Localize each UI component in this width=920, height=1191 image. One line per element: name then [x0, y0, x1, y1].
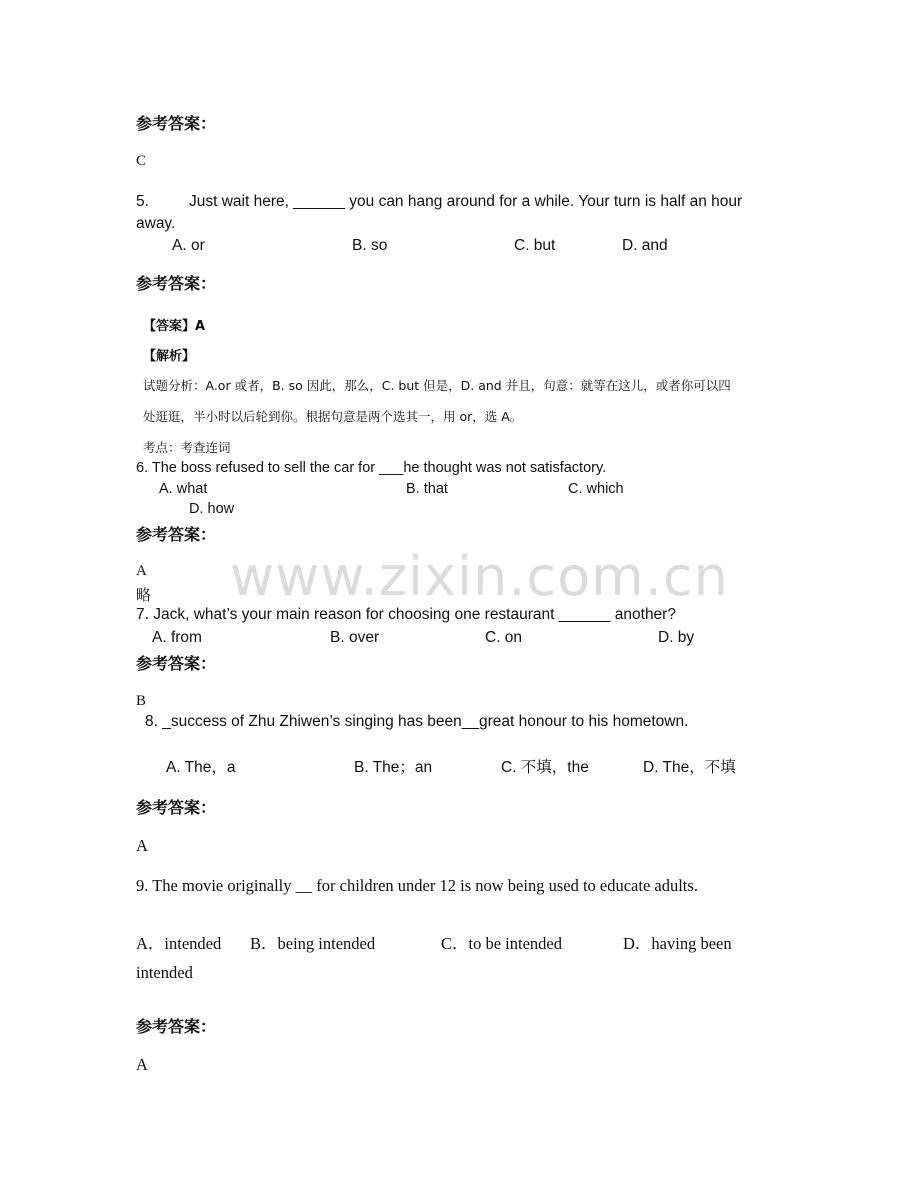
- answer-header: 参考答案：: [136, 798, 217, 817]
- question-number: 5.: [136, 193, 149, 210]
- question-text: 6. The boss refused to sell the car for ___he thought was not satisfactory.: [136, 460, 607, 476]
- option-b: B．being intended: [250, 934, 376, 953]
- option-b: B. so: [352, 237, 388, 254]
- answer-note: 略: [136, 588, 152, 604]
- option-b: B. over: [330, 629, 380, 646]
- question-text-cont: away.: [136, 215, 176, 232]
- option-d: D. The，不填: [643, 759, 736, 776]
- explanation-answer: 【答案】A: [143, 319, 206, 334]
- option-b: B. The；an: [354, 759, 433, 776]
- option-c: C. which: [568, 481, 624, 497]
- answer-value: A: [136, 836, 148, 855]
- option-d: D. and: [622, 237, 668, 254]
- answer-value: A: [136, 1055, 148, 1074]
- answer-value: A: [136, 563, 147, 579]
- option-a: A. what: [159, 481, 208, 497]
- question-text: 8. _success of Zhu Zhiwen’s singing has been__great honour to his hometown.: [145, 713, 689, 730]
- answer-header: 参考答案：: [136, 654, 217, 673]
- option-a: A. The，a: [166, 759, 236, 776]
- answer-header: 参考答案：: [136, 114, 217, 133]
- watermark: www.zixin.com.cn: [230, 545, 729, 608]
- question-text: 9. The movie originally __ for children under 12 is now being used to educate adults.: [136, 876, 698, 895]
- explanation-analysis-label: 【解析】: [143, 349, 196, 364]
- option-b: B. that: [406, 481, 448, 497]
- option-c: C. 不填，the: [501, 759, 589, 776]
- answer-value: B: [136, 693, 147, 709]
- option-c: C．to be intended: [441, 934, 562, 953]
- explanation-point: 考点：考查连词: [143, 440, 231, 455]
- option-a: A．intended: [136, 934, 222, 953]
- answer-value: C: [136, 153, 147, 169]
- option-d: D. how: [189, 501, 235, 517]
- answer-header: 参考答案：: [136, 525, 217, 544]
- option-c: C. but: [514, 237, 556, 254]
- answer-header: 参考答案：: [136, 274, 217, 293]
- explanation-line: 处逛逛，半小时以后轮到你。根据句意是两个选其一，用 or，选 A。: [143, 409, 523, 424]
- option-d: D．having been: [623, 934, 732, 953]
- option-d-cont: intended: [136, 963, 193, 982]
- option-a: A. or: [172, 237, 205, 254]
- option-c: C. on: [485, 629, 523, 646]
- explanation-line: 试题分析：A.or 或者，B. so 因此，那么，C. but 但是，D. and 并且，句意：就等在这儿，或者你可以四: [143, 378, 731, 393]
- question-text: 7. Jack, what’s your main reason for choosing one restaurant ______ another?: [136, 606, 676, 623]
- option-a: A. from: [152, 629, 202, 646]
- question-text: Just wait here, ______ you can hang around for a while. Your turn is half an hour: [189, 193, 743, 210]
- answer-header: 参考答案：: [136, 1017, 217, 1036]
- option-d: D. by: [658, 629, 695, 646]
